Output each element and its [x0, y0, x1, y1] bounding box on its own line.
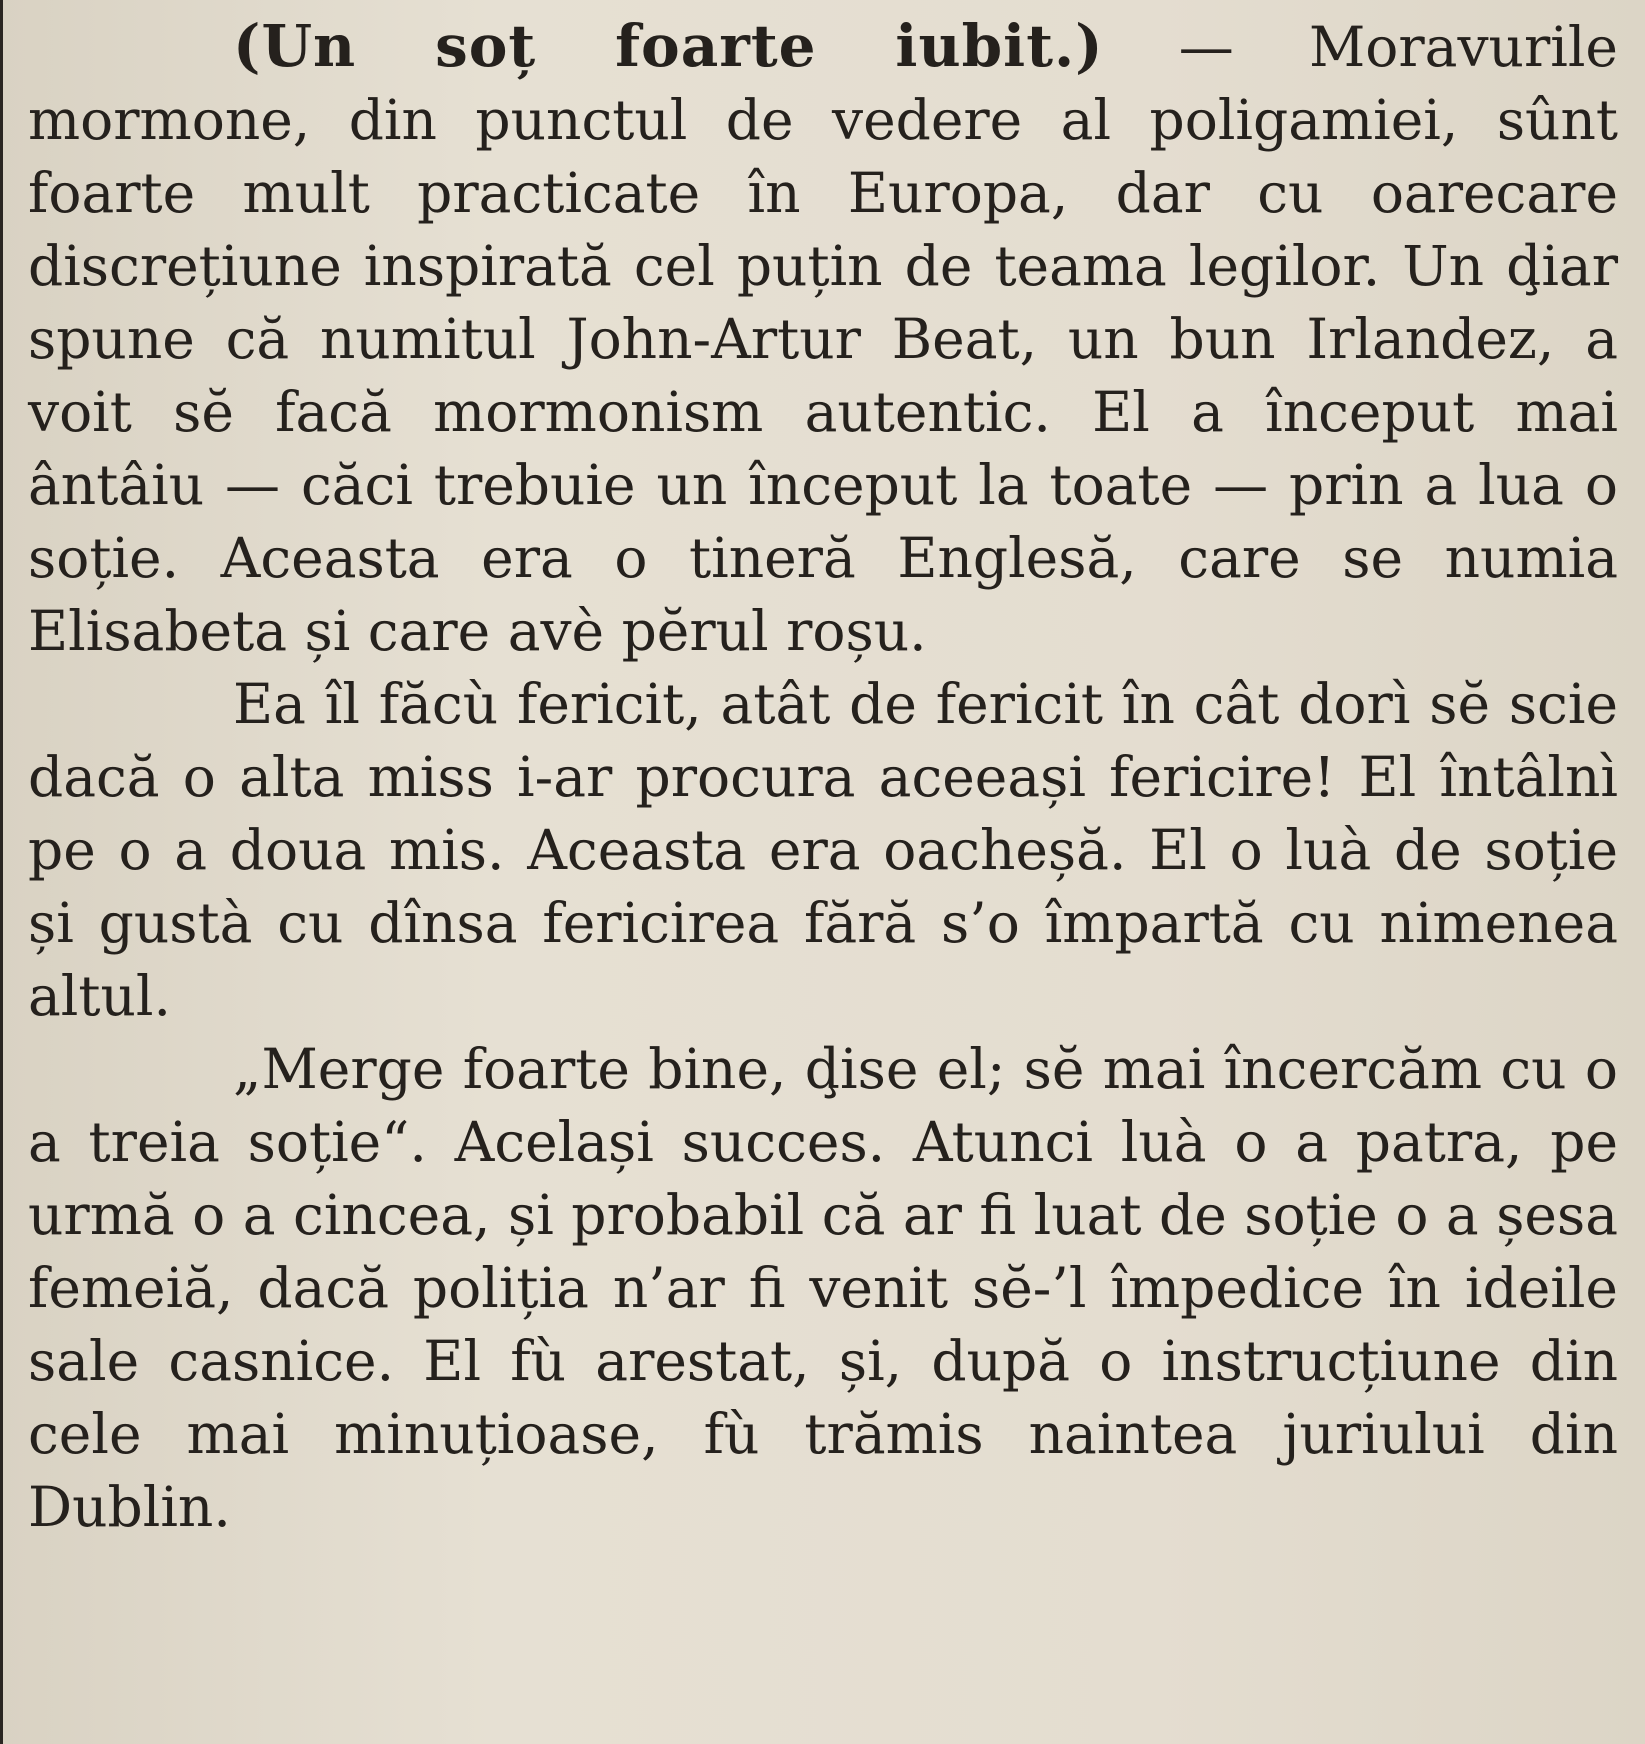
news-article — [28, 10, 1618, 1544]
paragraph-1-text: — Moravurile mormone, din punctul de vedere al poligamiei, sûnt foarte mult practicate în Europa, dar cu oarecare discrețiune inspirată cel puțin de teama legilor. Un ḑiar spune că numitul John-Artur Beat, un bun Irlandez, a voit sĕ facă mormonism autentic. El a început mai ântâiu — căci trebuie un început la toate — prin a lua o soție. Aceasta era o tineră Englesă, care se numia Elisabeta și care avè pĕrul roșu. — [28, 15, 1618, 663]
paragraph-3-text: „Merge foarte bine, ḑise el; sĕ mai încercăm cu o a treia soție“. Același succes. Atunci luà o a patra, pe urmă o a cincea, și probabil că ar fi luat de soție o a șesa femeiă, dacă poliția n’ar fi venit sĕ-’l împedice în ideile sale casnice. El fù arestat, și, după o instrucțiune din cele mai minuțioase, fù trămis naintea juriului din Dublin. — [28, 1037, 1618, 1539]
paragraph-2-text: Ea îl făcù fericit, atât de fericit în cât dorì sĕ scie dacă o alta miss i-ar procura aceeași fericire! El întâlnì pe o a doua mis. Aceasta era oacheșă. El o luà de soție și gustà cu dînsa fericirea fără s’o împartă cu nimenea altul. — [28, 672, 1618, 1028]
paragraph-2 — [28, 668, 1618, 1033]
article-headline: (Un soț foarte iubit.) — [233, 12, 1104, 80]
paragraph-1 — [28, 10, 1618, 668]
column-rule — [0, 0, 3, 1744]
paragraph-3 — [28, 1033, 1618, 1544]
